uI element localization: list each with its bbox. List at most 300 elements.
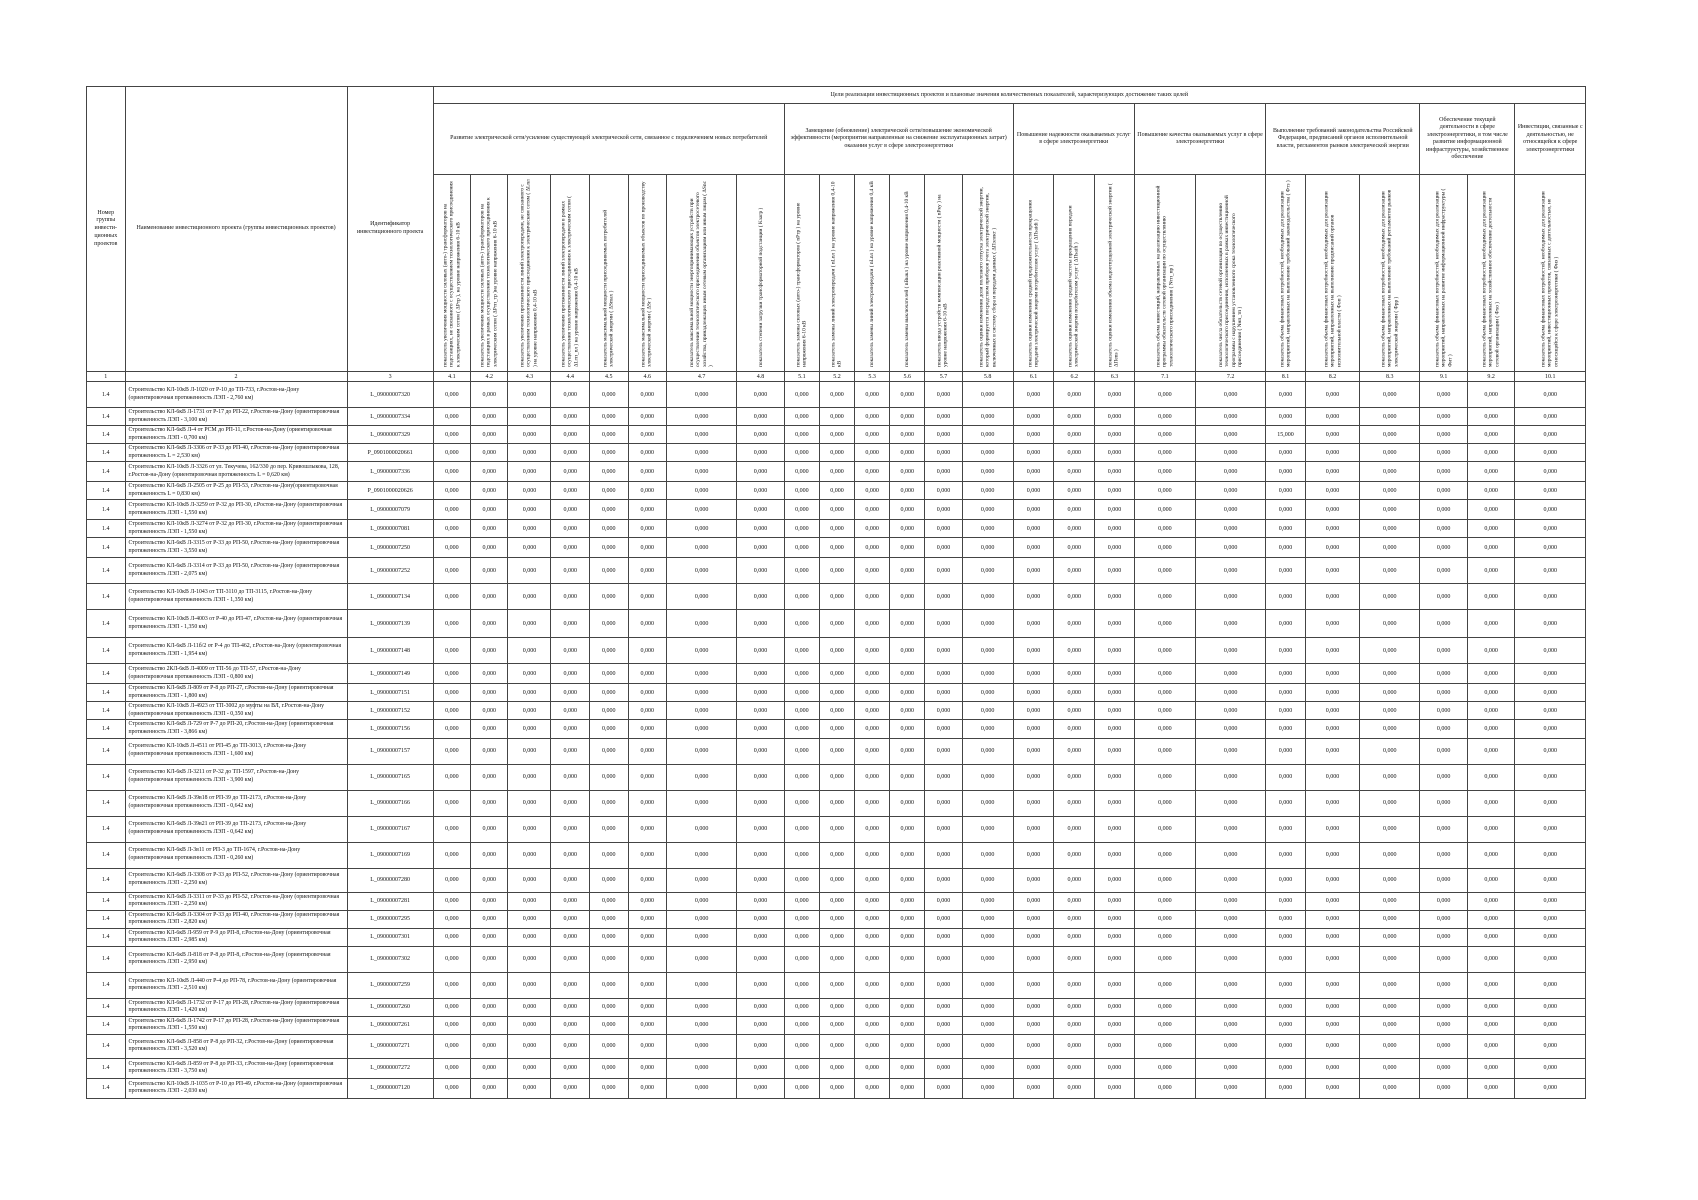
- indicator-value-cell: 0,000: [1420, 382, 1468, 408]
- indicator-value-cell: 0,000: [1305, 426, 1359, 444]
- indicator-column-header: [508, 175, 551, 372]
- indicator-value-cell: 0,000: [1095, 584, 1135, 610]
- indicator-value-cell: 0,000: [1515, 842, 1586, 868]
- table-row: [87, 816, 1586, 842]
- table-row: [87, 408, 1586, 426]
- indicator-code: 6.1: [1013, 372, 1054, 382]
- indicator-value-cell: 0,000: [962, 584, 1013, 610]
- indicator-value-cell: 0,000: [855, 558, 890, 584]
- indicator-value-cell: 0,000: [1360, 584, 1420, 610]
- indicator-value-cell: 0,000: [1305, 444, 1359, 462]
- indicator-value-cell: 0,000: [890, 998, 925, 1016]
- indicator-value-cell: 0,000: [925, 500, 962, 520]
- indicator-value-cell: 0,000: [1013, 816, 1054, 842]
- indicator-column-header: [1013, 175, 1054, 372]
- goal-group-header: Повышение надежности оказываемых услуг в сфере электроэнергетики: [1013, 104, 1134, 175]
- indicator-value-cell: 0,000: [471, 946, 508, 972]
- indicator-value-cell: 0,000: [784, 426, 819, 444]
- indicator-value-cell: 0,000: [855, 892, 890, 910]
- indicator-value-cell: 0,000: [1266, 482, 1306, 500]
- indicator-value-cell: 0,000: [1095, 482, 1135, 500]
- indicator-value-cell: 0,000: [819, 408, 854, 426]
- indicator-value-cell: 0,000: [1195, 500, 1265, 520]
- indicator-value-cell: 0,000: [1095, 702, 1135, 720]
- indicator-value-cell: 0,000: [1095, 868, 1135, 892]
- indicator-value-cell: 0,000: [855, 664, 890, 684]
- indicator-code: 5.7: [925, 372, 962, 382]
- indicator-value-cell: 0,000: [855, 462, 890, 482]
- indicator-value-cell: 0,000: [1305, 910, 1359, 928]
- project-name-cell: Строительство КЛ-6кВ Л-4 от РСМ до РП-11, г.Ростов-на-Дону (ориентировочная протяженность ЛЭП - 0,700 км): [125, 426, 347, 444]
- project-name-cell: Строительство КЛ-6кВ Л-818 от Р-8 до РП-8, г.Ростов-на-Дону (ориентировочная протяженность ЛЭП - 2,950 км): [125, 946, 347, 972]
- indicator-value-cell: 0,000: [1420, 972, 1468, 998]
- indicator-value-cell: 0,000: [819, 868, 854, 892]
- indicator-value-cell: 0,000: [1467, 972, 1515, 998]
- indicator-value-cell: 0,000: [508, 1058, 551, 1078]
- indicator-value-cell: 0,000: [890, 638, 925, 664]
- indicator-value-cell: 0,000: [1095, 462, 1135, 482]
- indicator-value-cell: 0,000: [1195, 1034, 1265, 1058]
- indicator-value-cell: 0,000: [628, 998, 667, 1016]
- indicator-value-cell: 0,000: [589, 946, 628, 972]
- indicator-label: показатель ввода устройств компенсации реактивной мощности ( nPку ) на уровне напряжения 6-10 кВ: [936, 194, 950, 367]
- indicator-value-cell: 0,000: [1420, 910, 1468, 928]
- indicator-value-cell: 0,000: [589, 408, 628, 426]
- indicator-value-cell: 0,000: [589, 764, 628, 790]
- indicator-value-cell: 0,000: [1013, 910, 1054, 928]
- indicator-value-cell: 0,000: [1305, 500, 1359, 520]
- indicator-value-cell: 0,000: [1360, 408, 1420, 426]
- indicator-value-cell: 0,000: [1054, 946, 1095, 972]
- indicator-value-cell: 0,000: [925, 444, 962, 462]
- indicator-value-cell: 0,000: [784, 408, 819, 426]
- project-name-cell: Строительство КЛ-6кВ Л-3в11 от РП-3 до ТП-1674, г.Ростов-на-Дону (ориентировочная протяженность ЛЭП - 0,260 км): [125, 842, 347, 868]
- indicator-value-cell: 0,000: [925, 790, 962, 816]
- indicator-value-cell: 0,000: [1054, 462, 1095, 482]
- indicator-value-cell: 0,000: [962, 928, 1013, 946]
- indicator-value-cell: 0,000: [628, 426, 667, 444]
- indicator-value-cell: 0,000: [471, 610, 508, 638]
- indicator-value-cell: 0,000: [819, 462, 854, 482]
- indicator-value-cell: 0,000: [1515, 638, 1586, 664]
- indicator-value-cell: 0,000: [508, 538, 551, 558]
- indicator-value-cell: 0,000: [1195, 910, 1265, 928]
- indicator-value-cell: 0,000: [737, 584, 785, 610]
- indicator-value-cell: 0,000: [819, 382, 854, 408]
- indicator-value-cell: 0,000: [784, 842, 819, 868]
- indicator-value-cell: 0,000: [667, 1058, 737, 1078]
- goal-group-header: Повышение качества оказываемых услуг в сфере электроэнергетики: [1134, 104, 1265, 175]
- indicator-value-cell: 0,000: [784, 1078, 819, 1098]
- indicator-value-cell: 0,000: [819, 610, 854, 638]
- indicator-value-cell: 0,000: [508, 558, 551, 584]
- indicator-value-cell: 0,000: [784, 892, 819, 910]
- indicator-value-cell: 0,000: [925, 426, 962, 444]
- indicator-value-cell: 0,000: [471, 444, 508, 462]
- indicator-value-cell: 0,000: [589, 868, 628, 892]
- indicator-value-cell: 0,000: [551, 500, 590, 520]
- indicator-value-cell: 0,000: [784, 720, 819, 738]
- group-number-cell: 1.4: [87, 702, 126, 720]
- indicator-label: показатель объема финансовых потребностей, необходимых для реализации мероприятий, направленных на выполнение предписаний органов исполнительной власти ( Фоп ): [1322, 191, 1342, 367]
- indicator-value-cell: 0,000: [628, 910, 667, 928]
- indicator-value-cell: 0,000: [589, 462, 628, 482]
- indicator-value-cell: 0,000: [962, 816, 1013, 842]
- indicator-value-cell: 0,000: [1467, 868, 1515, 892]
- indicator-value-cell: 0,000: [1360, 928, 1420, 946]
- indicator-value-cell: 0,000: [1195, 998, 1265, 1016]
- indicator-value-cell: 0,000: [551, 684, 590, 702]
- indicator-value-cell: 0,000: [667, 1078, 737, 1098]
- indicator-value-cell: 0,000: [855, 1034, 890, 1058]
- indicator-value-cell: 0,000: [1420, 462, 1468, 482]
- indicator-value-cell: 0,000: [890, 1016, 925, 1034]
- indicator-value-cell: 0,000: [433, 382, 470, 408]
- indicator-value-cell: 0,000: [433, 790, 470, 816]
- indicator-value-cell: 0,000: [819, 928, 854, 946]
- project-name-cell: Строительство КЛ-6кВ Л-1732 от Р-17 до РП-28, г.Ростов-на-Дону (ориентировочная протяженность ЛЭП - 1,420 км): [125, 998, 347, 1016]
- indicator-value-cell: 0,000: [471, 842, 508, 868]
- indicator-value-cell: 0,000: [1054, 538, 1095, 558]
- indicator-value-cell: 0,000: [855, 946, 890, 972]
- indicator-column-header: [819, 175, 854, 372]
- indicator-value-cell: 0,000: [551, 382, 590, 408]
- group-number-cell: 1.4: [87, 408, 126, 426]
- indicator-value-cell: 0,000: [508, 928, 551, 946]
- indicator-value-cell: 0,000: [1515, 408, 1586, 426]
- indicator-value-cell: 0,000: [925, 558, 962, 584]
- indicator-value-cell: 0,000: [589, 1034, 628, 1058]
- indicator-value-cell: 0,000: [890, 482, 925, 500]
- indicator-label: показатель объема финансовых потребностей, необходимых для реализации мероприятий, инвестиционных проектов, связанных с деятельностью, не относящейся к сфере электроэнергетики ( Фнэ ): [1540, 191, 1560, 367]
- indicator-value-cell: 0,000: [819, 764, 854, 790]
- indicator-value-cell: 0,000: [1195, 790, 1265, 816]
- indicator-value-cell: 0,000: [1305, 610, 1359, 638]
- indicator-value-cell: 0,000: [1305, 868, 1359, 892]
- indicator-value-cell: 0,000: [1420, 998, 1468, 1016]
- indicator-value-cell: 0,000: [589, 910, 628, 928]
- project-id-cell: L_09000007260: [347, 998, 433, 1016]
- table-row: [87, 426, 1586, 444]
- indicator-value-cell: 0,000: [1360, 868, 1420, 892]
- indicator-value-cell: 0,000: [1013, 408, 1054, 426]
- indicator-value-cell: 0,000: [1467, 520, 1515, 538]
- indicator-value-cell: 0,000: [784, 816, 819, 842]
- indicator-value-cell: 0,000: [1420, 928, 1468, 946]
- indicator-value-cell: 0,000: [1420, 720, 1468, 738]
- indicator-value-cell: 0,000: [890, 702, 925, 720]
- project-name-cell: Строительство КЛ-6кВ Л-2505 от Р-25 до РП-53, г.Ростов-на-Дону(ориентировочная протяженность L = 0,830 км): [125, 482, 347, 500]
- indicator-value-cell: 0,000: [737, 444, 785, 462]
- indicator-value-cell: 0,000: [962, 998, 1013, 1016]
- indicator-value-cell: 0,000: [925, 684, 962, 702]
- indicator-value-cell: 0,000: [1054, 426, 1095, 444]
- indicator-value-cell: 0,000: [1360, 946, 1420, 972]
- indicator-value-cell: 0,000: [1420, 946, 1468, 972]
- indicator-value-cell: 0,000: [628, 816, 667, 842]
- indicator-value-cell: 0,000: [1305, 382, 1359, 408]
- indicator-value-cell: 0,000: [1305, 720, 1359, 738]
- indicator-column-header: [589, 175, 628, 372]
- indicator-value-cell: 0,000: [784, 558, 819, 584]
- group-number-cell: 1.4: [87, 1058, 126, 1078]
- indicator-value-cell: 0,000: [855, 584, 890, 610]
- indicator-value-cell: 0,000: [1195, 444, 1265, 462]
- indicator-value-cell: 0,000: [471, 790, 508, 816]
- indicator-value-cell: 0,000: [1095, 382, 1135, 408]
- indicator-value-cell: 0,000: [471, 382, 508, 408]
- indicator-value-cell: 0,000: [508, 892, 551, 910]
- indicator-value-cell: 0,000: [628, 684, 667, 702]
- indicator-value-cell: 0,000: [471, 1078, 508, 1098]
- indicator-value-cell: 0,000: [1134, 910, 1195, 928]
- indicator-value-cell: 0,000: [1305, 892, 1359, 910]
- indicator-value-cell: 0,000: [471, 816, 508, 842]
- indicator-value-cell: 0,000: [1305, 816, 1359, 842]
- indicator-value-cell: 0,000: [1013, 720, 1054, 738]
- project-name-cell: Строительство КЛ-6кВ Л-11б/2 от Р-4 до ТП-462, г.Ростов-на-Дону (ориентировочная протяженность ЛЭП - 1,954 км): [125, 638, 347, 664]
- indicator-value-cell: 0,000: [551, 1016, 590, 1034]
- indicator-value-cell: 0,000: [1515, 764, 1586, 790]
- indicator-value-cell: 0,000: [1134, 972, 1195, 998]
- indicator-value-cell: 0,000: [962, 972, 1013, 998]
- indicator-value-cell: 0,000: [1420, 444, 1468, 462]
- indicator-value-cell: 0,000: [589, 720, 628, 738]
- indicator-column-header: [855, 175, 890, 372]
- indicator-value-cell: 0,000: [551, 664, 590, 684]
- indicator-value-cell: 0,000: [962, 1078, 1013, 1098]
- indicator-value-cell: 0,000: [1134, 868, 1195, 892]
- indicator-value-cell: 0,000: [1095, 558, 1135, 584]
- indicator-value-cell: 0,000: [1195, 738, 1265, 764]
- indicator-label: показатель объема финансовых потребностей, необходимых для реализации мероприятий, направленных на развитие информационной инфраструктуры ( Фит ): [1433, 188, 1453, 367]
- indicator-column-header: [962, 175, 1013, 372]
- indicator-value-cell: 0,000: [1095, 998, 1135, 1016]
- indicator-value-cell: 0,000: [1515, 664, 1586, 684]
- indicator-value-cell: 0,000: [471, 538, 508, 558]
- indicator-label: показатель оценки изменения объема недоотпущенной электрической энергии ( ΔПens ): [1108, 183, 1121, 367]
- indicator-value-cell: 0,000: [628, 520, 667, 538]
- indicator-value-cell: 0,000: [890, 610, 925, 638]
- indicator-label: показатель замены силовых (авто-) трансформаторов ( nPтр ) на уровне напряжения 6-10 кВ: [795, 202, 808, 367]
- project-name-cell: Строительство КЛ-6кВ Л-729 от Р-7 до РП-20, г.Ростов-на-Дону (ориентировочная протяженность ЛЭП - 3,866 км): [125, 720, 347, 738]
- indicator-value-cell: 0,000: [1013, 426, 1054, 444]
- indicator-value-cell: 0,000: [1013, 998, 1054, 1016]
- indicator-value-cell: 0,000: [1467, 408, 1515, 426]
- indicator-value-cell: 0,000: [925, 892, 962, 910]
- indicator-value-cell: 0,000: [628, 538, 667, 558]
- indicator-value-cell: 0,000: [508, 790, 551, 816]
- project-id-cell: L_09000007148: [347, 638, 433, 664]
- indicator-value-cell: 0,000: [589, 684, 628, 702]
- indicator-value-cell: 0,000: [1360, 684, 1420, 702]
- indicator-value-cell: 0,000: [1266, 664, 1306, 684]
- indicator-value-cell: 0,000: [1266, 558, 1306, 584]
- indicator-value-cell: 0,000: [1515, 816, 1586, 842]
- indicator-value-cell: 0,000: [628, 610, 667, 638]
- indicator-value-cell: 0,000: [890, 720, 925, 738]
- indicator-value-cell: 0,000: [1054, 500, 1095, 520]
- group-number-cell: 1.4: [87, 558, 126, 584]
- indicator-value-cell: 0,000: [1305, 972, 1359, 998]
- indicator-value-cell: 0,000: [628, 382, 667, 408]
- indicator-value-cell: 0,000: [551, 720, 590, 738]
- indicator-value-cell: 0,000: [628, 1034, 667, 1058]
- indicator-code: 4.6: [628, 372, 667, 382]
- indicator-value-cell: 0,000: [1360, 1078, 1420, 1098]
- indicator-value-cell: 0,000: [1054, 638, 1095, 664]
- indicator-code: 8.2: [1305, 372, 1359, 382]
- indicator-value-cell: 0,000: [784, 738, 819, 764]
- table-row: [87, 1016, 1586, 1034]
- indicator-code: 4.7: [667, 372, 737, 382]
- indicator-value-cell: 0,000: [1266, 720, 1306, 738]
- indicator-value-cell: 0,000: [433, 584, 470, 610]
- indicator-value-cell: 0,000: [819, 842, 854, 868]
- indicator-value-cell: 0,000: [508, 1034, 551, 1058]
- indicator-value-cell: 0,000: [551, 538, 590, 558]
- project-id-cell: L_09000007280: [347, 868, 433, 892]
- indicator-value-cell: 0,000: [737, 764, 785, 790]
- indicator-value-cell: 0,000: [1266, 998, 1306, 1016]
- indicator-value-cell: 0,000: [1515, 558, 1586, 584]
- indicator-value-cell: 0,000: [1420, 892, 1468, 910]
- indicator-value-cell: 0,000: [508, 842, 551, 868]
- indicator-value-cell: 0,000: [962, 892, 1013, 910]
- investment-table-sheet: [86, 86, 1586, 1099]
- indicator-value-cell: 0,000: [784, 520, 819, 538]
- indicator-value-cell: 0,000: [628, 444, 667, 462]
- indicator-value-cell: 0,000: [1195, 946, 1265, 972]
- indicator-code: 6.2: [1054, 372, 1095, 382]
- indicator-value-cell: 0,000: [737, 998, 785, 1016]
- indicator-value-cell: 0,000: [1095, 520, 1135, 538]
- indicator-value-cell: 0,000: [1054, 738, 1095, 764]
- indicator-value-cell: 0,000: [1515, 684, 1586, 702]
- indicator-value-cell: 0,000: [1305, 998, 1359, 1016]
- indicator-value-cell: 0,000: [551, 842, 590, 868]
- indicator-value-cell: 0,000: [962, 558, 1013, 584]
- indicator-value-cell: 0,000: [628, 408, 667, 426]
- project-id-cell: L_09000007165: [347, 764, 433, 790]
- indicator-value-cell: 0,000: [667, 426, 737, 444]
- indicator-value-cell: 0,000: [1420, 584, 1468, 610]
- indicator-value-cell: 0,000: [1266, 610, 1306, 638]
- indicator-value-cell: 0,000: [551, 998, 590, 1016]
- indicator-code: 8.1: [1266, 372, 1306, 382]
- indicator-value-cell: 0,000: [1360, 842, 1420, 868]
- indicator-value-cell: 0,000: [1515, 482, 1586, 500]
- indicator-value-cell: 0,000: [471, 584, 508, 610]
- indicator-value-cell: 0,000: [1054, 1078, 1095, 1098]
- indicator-value-cell: 0,000: [551, 408, 590, 426]
- indicator-value-cell: 0,000: [925, 520, 962, 538]
- indicator-value-cell: 0,000: [1515, 946, 1586, 972]
- indicator-value-cell: 0,000: [737, 408, 785, 426]
- indicator-value-cell: 0,000: [667, 928, 737, 946]
- indicator-value-cell: 0,000: [737, 558, 785, 584]
- indicator-label: показатель объема инвестиций, направленных на реализацию инвестиционной программы обязательств сетевой организации по осуществлению технологического присоединения ( Nтп_пр ): [1155, 185, 1175, 367]
- indicator-value-cell: 0,000: [1266, 500, 1306, 520]
- indicator-value-cell: 0,000: [508, 610, 551, 638]
- indicator-label: показатель числа обязательств сетевой организации по осуществлению технологического присоединения, исполненных в рамках инвестиционной программы с нарушением установленного срока технологического присоединения ( Nнп_тп ): [1217, 195, 1244, 367]
- indicator-value-cell: 0,000: [1420, 426, 1468, 444]
- indicator-value-cell: 0,000: [737, 462, 785, 482]
- indicator-value-cell: 0,000: [1515, 1078, 1586, 1098]
- goals-main-header: Цели реализации инвестиционных проектов и плановые значения количественных показателей, характеризующих достижение таких целей: [433, 87, 1585, 104]
- indicator-value-cell: 0,000: [433, 610, 470, 638]
- indicator-value-cell: 0,000: [855, 842, 890, 868]
- indicator-value-cell: 0,000: [1134, 1016, 1195, 1034]
- table-row: [87, 946, 1586, 972]
- project-name-cell: Строительство КЛ-6кВ Л-1742 от Р-17 до РП-28, г.Ростов-на-Дону (ориентировочная протяженность ЛЭП - 1,550 км): [125, 1016, 347, 1034]
- indicator-value-cell: 0,000: [1467, 910, 1515, 928]
- indicator-value-cell: 0,000: [1054, 382, 1095, 408]
- indicator-value-cell: 0,000: [890, 790, 925, 816]
- indicator-value-cell: 0,000: [925, 638, 962, 664]
- indicator-code: 9.1: [1420, 372, 1468, 382]
- indicator-value-cell: 0,000: [737, 790, 785, 816]
- indicator-value-cell: 0,000: [784, 500, 819, 520]
- indicator-value-cell: 0,000: [1360, 1034, 1420, 1058]
- indicator-value-cell: 0,000: [1095, 928, 1135, 946]
- indicator-value-cell: 0,000: [1013, 702, 1054, 720]
- indicator-value-cell: 0,000: [1515, 500, 1586, 520]
- indicator-code: 9.2: [1467, 372, 1515, 382]
- goal-group-header: Обеспечение текущей деятельности в сфере электроэнергетики, в том числе развитие информационной инфраструктуры, хозяйственное обеспечение: [1420, 104, 1515, 175]
- indicator-value-cell: 0,000: [784, 538, 819, 558]
- project-name-cell: Строительство 2КЛ-6кВ Л-4009 от ТП-56 до ТП-57, г.Ростов-на-Дону (ориентировочная протяженность ЛЭП - 0,800 км): [125, 664, 347, 684]
- column-number: 3: [347, 372, 433, 382]
- indicator-value-cell: 0,000: [819, 684, 854, 702]
- indicator-value-cell: 0,000: [1360, 910, 1420, 928]
- indicator-value-cell: 0,000: [1054, 928, 1095, 946]
- indicator-value-cell: 0,000: [551, 462, 590, 482]
- indicator-value-cell: 0,000: [471, 892, 508, 910]
- indicator-value-cell: 0,000: [1134, 928, 1195, 946]
- project-id-cell: L_09000007329: [347, 426, 433, 444]
- indicator-value-cell: 0,000: [508, 684, 551, 702]
- indicator-value-cell: 0,000: [1467, 664, 1515, 684]
- indicator-value-cell: 0,000: [1467, 946, 1515, 972]
- indicator-column-header: [1305, 175, 1359, 372]
- indicator-value-cell: 0,000: [819, 1016, 854, 1034]
- indicator-column-header: [1467, 175, 1515, 372]
- indicator-value-cell: 0,000: [433, 408, 470, 426]
- indicator-value-cell: 0,000: [1266, 538, 1306, 558]
- indicator-value-cell: 0,000: [737, 664, 785, 684]
- indicator-value-cell: 0,000: [628, 764, 667, 790]
- indicator-value-cell: 0,000: [1420, 538, 1468, 558]
- indicator-value-cell: 0,000: [1013, 738, 1054, 764]
- indicator-value-cell: 0,000: [433, 638, 470, 664]
- indicator-value-cell: 0,000: [1013, 1058, 1054, 1078]
- project-id-cell: L_09000007120: [347, 1078, 433, 1098]
- indicator-value-cell: 0,000: [1266, 790, 1306, 816]
- project-name-cell: Строительство КЛ-10кВ Л-4511 от РП-45 до ТП-3013, г.Ростов-на-Дону (ориентировочная протяженность ЛЭП - 1,600 км): [125, 738, 347, 764]
- indicator-value-cell: 0,000: [667, 462, 737, 482]
- project-id-cell: L_09000007151: [347, 684, 433, 702]
- indicator-value-cell: 0,000: [508, 816, 551, 842]
- indicator-value-cell: 0,000: [508, 584, 551, 610]
- indicator-value-cell: 0,000: [471, 1034, 508, 1058]
- group-number-cell: 1.4: [87, 790, 126, 816]
- indicator-value-cell: 0,000: [855, 720, 890, 738]
- indicator-value-cell: 0,000: [1095, 972, 1135, 998]
- indicator-value-cell: 0,000: [1515, 910, 1586, 928]
- indicator-value-cell: 0,000: [551, 584, 590, 610]
- group-number-cell: 1.4: [87, 500, 126, 520]
